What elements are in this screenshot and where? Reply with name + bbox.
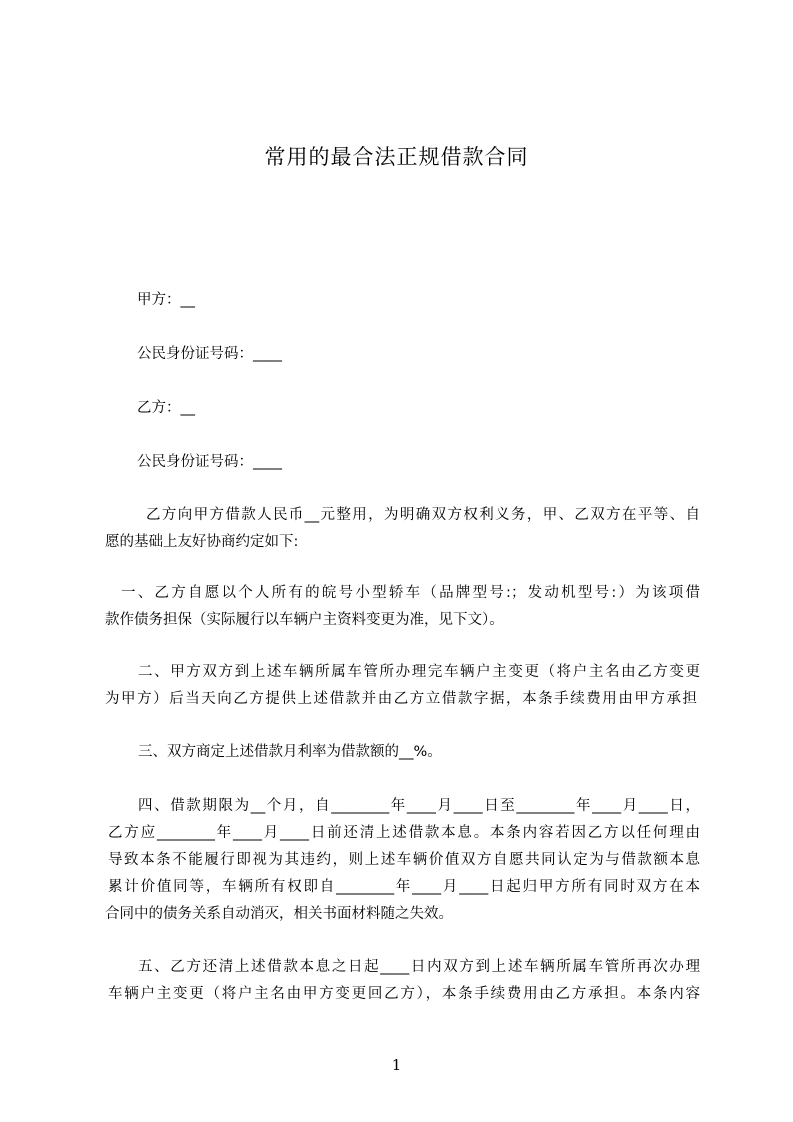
party-a-field: 甲方：__ <box>137 292 195 308</box>
clause-5-line-2: 车辆户主变更（将户主名由甲方变更回乙方），本条手续费用由乙方承担。本条内容 <box>108 986 700 1002</box>
clause-3-line-1: 三、双方商定上述借款月利率为借款额的__%。 <box>138 744 442 760</box>
clause-4-line-1: 四、借款期限为__个月，自________年____月____日至________年____月____日， <box>138 798 700 814</box>
clause-2-line-2: 为甲方）后当天向乙方提供上述借款并由乙方立借款字据，本条手续费用由甲方承担 <box>105 691 697 707</box>
party-a-id-field: 公民身份证号码：____ <box>137 346 282 362</box>
clause-4-line-2: 乙方应________年____月____日前还清上述借款本息。本条内容若因乙方以任何理由 <box>108 825 700 841</box>
intro-line-1: 乙方向甲方借款人民币__元整用，为明确双方权利义务，甲、乙双方在平等、自 <box>146 507 700 523</box>
clause-5-line-1: 五、乙方还清上述借款本息之日起____日内双方到上述车辆所属车管所再次办理 <box>138 959 700 975</box>
clause-4-line-3: 导致本条不能履行即视为其违约，则上述车辆价值双方自愿共同认定为与借款额本息 <box>108 852 700 868</box>
clause-1-line-1: 一、乙方自愿以个人所有的皖号小型轿车（品牌型号:；发动机型号:）为该项借 <box>121 585 700 601</box>
clause-4-line-5: 合同中的债务关系自动消灭，相关书面材料随之失效。 <box>105 906 453 922</box>
intro-line-2: 愿的基础上友好协商约定如下: <box>105 534 299 550</box>
clause-4-line-4: 累计价值同等，车辆所有权即自________年____月____日起归甲方所有同时双方在本 <box>108 879 700 895</box>
clause-1-line-2: 款作债务担保（实际履行以车辆户主资料变更为准，见下文）。 <box>105 612 504 628</box>
party-b-field: 乙方：__ <box>137 400 195 416</box>
document-title: 常用的最合法正规借款合同 <box>264 145 529 169</box>
clause-2-line-1: 二、甲方双方到上述车辆所属车管所办理完车辆户主变更（将户主名由乙方变更 <box>138 664 700 680</box>
party-b-id-field: 公民身份证号码：____ <box>137 454 282 470</box>
page-number: 1 <box>391 1056 402 1074</box>
